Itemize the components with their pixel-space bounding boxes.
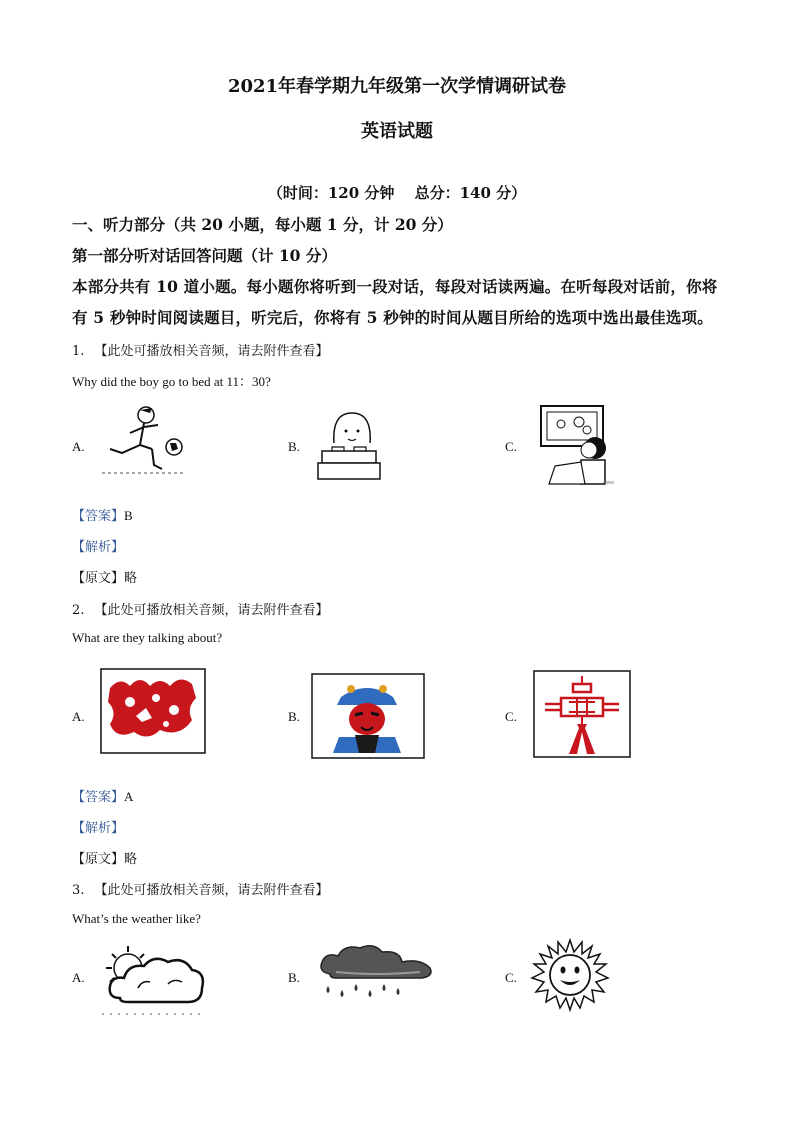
peking-opera-mask-icon[interactable] xyxy=(311,673,425,759)
question-1-text: Why did the boy go to bed at 11：30? xyxy=(72,374,271,389)
question-2-header xyxy=(72,599,329,618)
sunny-icon[interactable] xyxy=(530,938,610,1014)
time-info: （时间：120 分钟 总分：140 分） xyxy=(267,184,527,202)
option-c-label[interactable]: C. xyxy=(505,709,517,724)
option-c-label[interactable]: C. xyxy=(505,439,517,454)
original-row xyxy=(72,567,137,586)
analysis-label: 【解析】 xyxy=(72,540,125,555)
question-number: 2. xyxy=(72,603,85,618)
option-c-label[interactable]: C. xyxy=(505,970,517,985)
svg-text:www: www xyxy=(603,480,614,486)
original-label: 【原文】 xyxy=(72,571,125,586)
cloudy-icon[interactable] xyxy=(98,940,210,1016)
rainy-icon[interactable] xyxy=(316,942,436,1002)
question-1-header xyxy=(72,340,329,359)
instruction-line-2: 有 5 秒钟时间阅读题目，听完后，你将有 5 秒钟的时间从题目所给的选项中选出最佳选项。 xyxy=(72,308,713,327)
option-b-label[interactable]: B. xyxy=(288,439,300,454)
question-2-text: What are they talking about? xyxy=(72,630,223,645)
original-row xyxy=(72,848,137,867)
answer-row xyxy=(72,786,133,805)
question-3-text: What’s the weather like? xyxy=(72,911,201,926)
boy-watching-tv-icon[interactable] xyxy=(535,404,635,488)
sub-heading: 第一部分听对话回答问题（计 10 分） xyxy=(72,246,337,265)
original-value: 略 xyxy=(124,571,138,586)
part-heading: 一、听力部分（共 20 小题，每小题 1 分，计 20 分） xyxy=(72,215,453,234)
question-3-header xyxy=(72,879,329,898)
option-a-label[interactable]: A. xyxy=(72,709,85,724)
answer-value: B xyxy=(124,508,133,523)
option-a-label[interactable]: A. xyxy=(72,439,85,454)
original-value: 略 xyxy=(124,852,138,867)
answer-value: A xyxy=(124,789,134,804)
audio-note[interactable]: 【此处可播放相关音频，请去附件查看】 xyxy=(94,883,329,898)
instruction-line-1: 本部分共有 10 道小题。每小题你将听到一段对话，每段对话读两遍。在听每段对话前，你将 xyxy=(72,277,718,296)
boy-playing-football-icon[interactable] xyxy=(100,403,188,479)
analysis-label: 【解析】 xyxy=(72,821,125,836)
chinese-knot-icon[interactable] xyxy=(533,670,631,758)
option-a-label[interactable]: A. xyxy=(72,970,85,985)
exam-title: 2021年春学期九年级第一次学情调研试卷 xyxy=(227,76,567,97)
answer-label: 【答案】 xyxy=(72,509,125,524)
answer-label: 【答案】 xyxy=(72,790,125,805)
boy-doing-homework-icon[interactable] xyxy=(314,407,382,483)
answer-row xyxy=(72,505,133,524)
audio-note[interactable]: 【此处可播放相关音频，请去附件查看】 xyxy=(94,603,329,618)
paper-cutting-icon[interactable] xyxy=(100,668,206,754)
option-b-label[interactable]: B. xyxy=(288,709,300,724)
audio-note[interactable]: 【此处可播放相关音频，请去附件查看】 xyxy=(94,344,329,359)
question-number: 3. xyxy=(72,883,85,898)
question-number: 1. xyxy=(72,344,85,359)
option-b-label[interactable]: B. xyxy=(288,970,300,985)
exam-subtitle: 英语试题 xyxy=(361,121,433,142)
original-label: 【原文】 xyxy=(72,852,125,867)
